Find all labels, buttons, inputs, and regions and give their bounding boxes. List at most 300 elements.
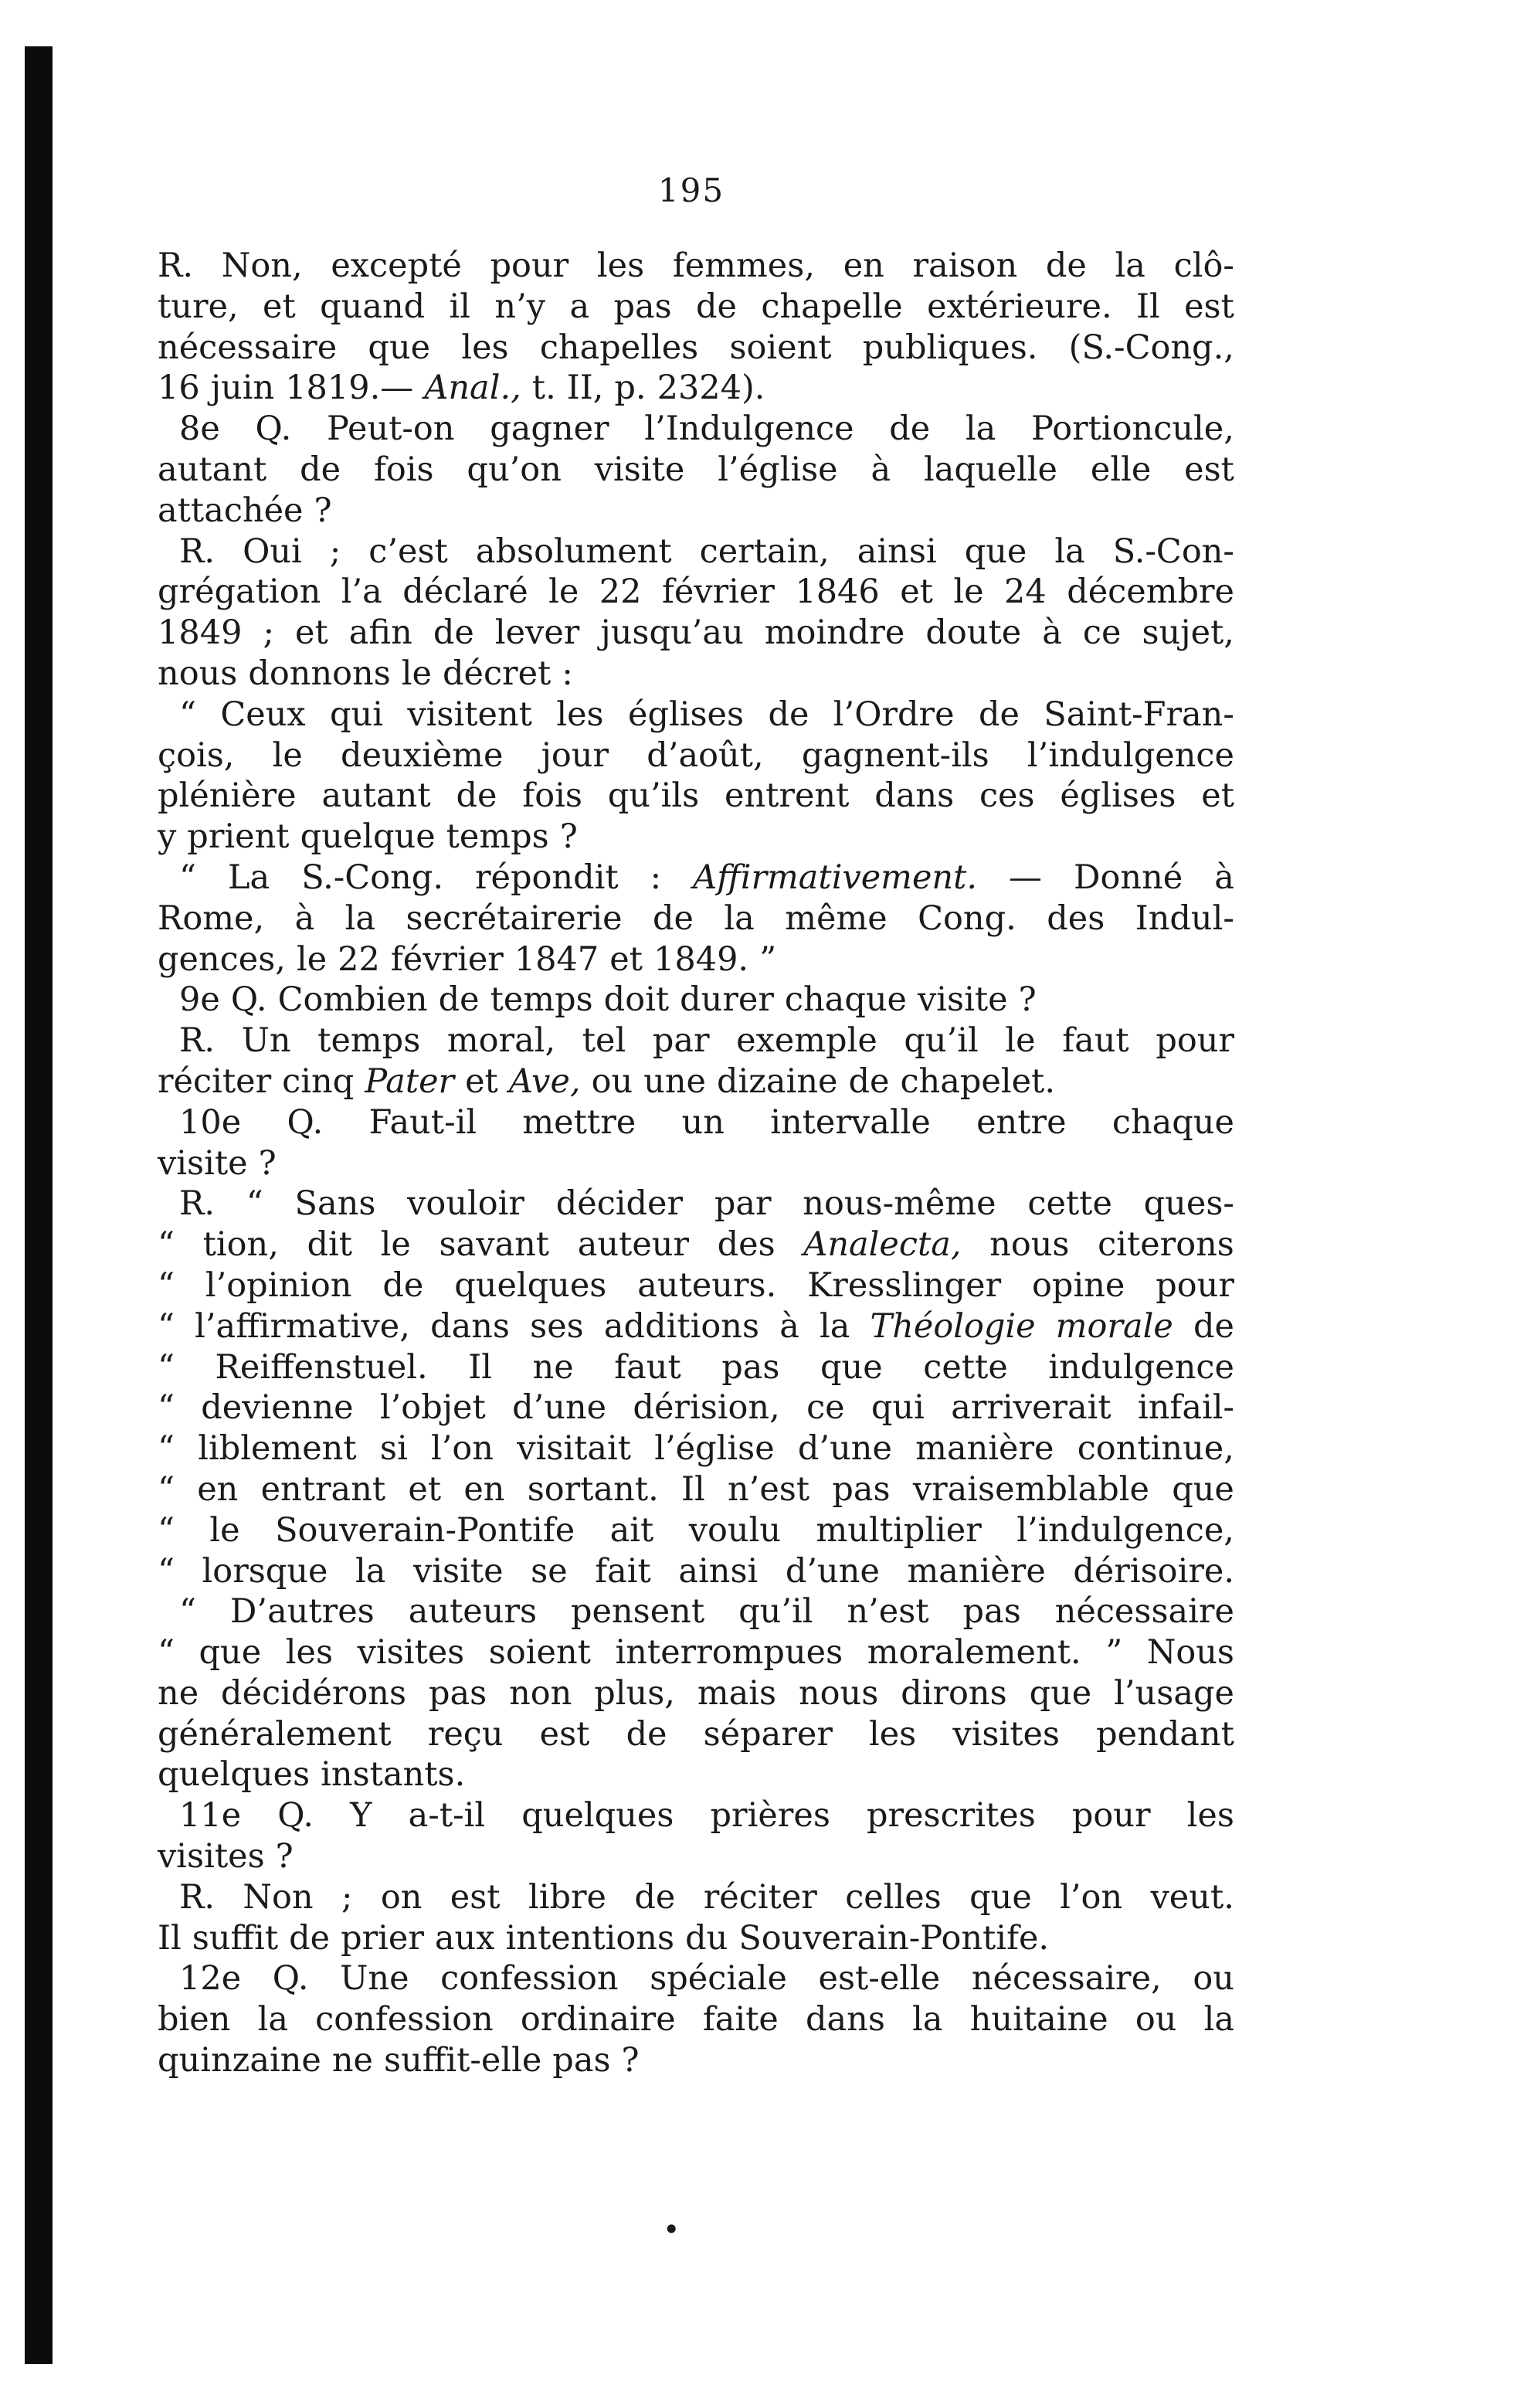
- word: lorsque: [202, 1551, 328, 1591]
- word: :: [562, 654, 573, 693]
- text-line: [158, 1347, 1234, 1388]
- scan-binding-edge: [25, 46, 53, 2364]
- word: Oui: [243, 532, 302, 571]
- word: opine: [1032, 1265, 1125, 1305]
- word: la: [1054, 532, 1085, 571]
- word: que: [969, 1877, 1032, 1917]
- word: “: [158, 1306, 175, 1346]
- word: huitaine: [969, 2000, 1108, 2039]
- word: arriverait: [951, 1388, 1111, 1428]
- word: “: [158, 1347, 175, 1387]
- word: nécessaire,: [971, 1959, 1162, 1999]
- text-line: [158, 613, 1234, 654]
- word: auteur: [577, 1225, 690, 1265]
- word: et: [900, 572, 933, 612]
- word: pas: [962, 1592, 1021, 1632]
- word: ainsi: [678, 1551, 759, 1591]
- word: de: [652, 898, 694, 938]
- word: la: [1115, 246, 1145, 285]
- word: décret: [443, 654, 551, 693]
- text-line: [158, 939, 1234, 980]
- text-line: [158, 1551, 1234, 1592]
- word: jour: [541, 735, 609, 775]
- word: que: [368, 328, 431, 367]
- text-line: [158, 695, 1234, 735]
- word: visite: [413, 1551, 504, 1591]
- word: Analecta,: [803, 1225, 962, 1265]
- word: quinzaine: [158, 2041, 321, 2080]
- page-body: [158, 246, 1234, 2081]
- word: Souverain-Pontife: [275, 1510, 575, 1550]
- word: faite: [702, 2000, 779, 2039]
- word: suffit-elle: [384, 2041, 542, 2080]
- word: ”: [759, 939, 777, 979]
- word: que: [964, 532, 1027, 571]
- word: pour: [490, 246, 569, 285]
- word: est-elle: [818, 1959, 941, 1999]
- word: églises: [1060, 776, 1176, 816]
- word: gagnent-ils: [801, 735, 989, 775]
- word: et: [609, 939, 643, 979]
- word: l’on: [430, 1429, 494, 1469]
- word: 24: [1004, 572, 1047, 612]
- word: “: [158, 1265, 175, 1305]
- text-line: [158, 735, 1234, 776]
- word: Donné: [1074, 858, 1183, 897]
- text-line: [158, 2040, 1234, 2081]
- word: 9e: [179, 980, 220, 1020]
- print-mark: •: [663, 2213, 680, 2247]
- word: la: [965, 409, 996, 449]
- word: Pater: [365, 1061, 455, 1101]
- word: visitait: [517, 1429, 632, 1469]
- text-line: [158, 328, 1234, 369]
- word: en: [843, 246, 884, 285]
- word: “: [158, 1510, 175, 1550]
- word: c’est: [368, 532, 448, 571]
- word: on: [380, 1877, 423, 1917]
- word: “: [158, 1388, 175, 1428]
- word: l’on: [1060, 1877, 1123, 1917]
- word: février: [390, 939, 504, 979]
- word: chapelle: [761, 287, 903, 326]
- word: l’opinion: [205, 1265, 352, 1305]
- word: à: [294, 898, 315, 938]
- word: 1849.: [653, 939, 749, 979]
- text-line: [158, 1877, 1234, 1918]
- text-line: [158, 1999, 1234, 2040]
- word: qui: [330, 695, 384, 734]
- word: ce: [1082, 613, 1122, 653]
- word: ;: [341, 1877, 353, 1917]
- word: ses: [530, 1306, 584, 1346]
- word: lever: [494, 613, 580, 653]
- word: pas: [428, 1673, 487, 1713]
- word: durer: [680, 980, 774, 1020]
- word: Q.: [287, 1102, 324, 1142]
- word: mais: [697, 1673, 777, 1713]
- word: fois: [373, 450, 434, 489]
- word: il: [449, 287, 471, 326]
- word: suffit: [192, 1918, 279, 1958]
- word: exemple: [736, 1021, 877, 1061]
- word: laquelle: [924, 450, 1058, 489]
- word: pas: [613, 287, 672, 326]
- word: quand: [320, 287, 426, 326]
- word: auteurs.: [637, 1265, 777, 1305]
- word: l’indulgence,: [1016, 1510, 1234, 1550]
- word: plus,: [594, 1673, 675, 1713]
- word: pas: [832, 1469, 891, 1509]
- word: Q.: [272, 1959, 309, 1999]
- word: de: [889, 409, 931, 449]
- word: prescrites: [867, 1796, 1036, 1836]
- word: moral,: [446, 1021, 556, 1061]
- word: qu’il: [904, 1021, 979, 1061]
- word: décembre: [1067, 572, 1234, 612]
- text-line: [158, 1469, 1234, 1510]
- word: visite: [918, 980, 1008, 1020]
- word: séparer: [703, 1714, 833, 1754]
- word: clô-: [1173, 246, 1234, 285]
- word: les: [461, 328, 509, 367]
- word: dans: [874, 776, 955, 816]
- word: raison: [912, 246, 1018, 285]
- word: dérisoire.: [1073, 1551, 1234, 1591]
- word: R.: [179, 1184, 216, 1224]
- word: Affirmativement.: [693, 858, 978, 897]
- word: l’a: [341, 572, 382, 612]
- word: publiques.: [862, 328, 1038, 367]
- word: Un: [241, 1021, 291, 1061]
- word: le: [209, 1510, 240, 1550]
- word: quelques: [454, 1265, 607, 1305]
- word: même: [785, 898, 887, 938]
- word: 2324).: [657, 369, 765, 408]
- word: “: [158, 1429, 175, 1469]
- word: fois: [522, 776, 582, 816]
- word: tel: [582, 1021, 626, 1061]
- word: moralement.: [867, 1633, 1081, 1673]
- word: de: [300, 450, 341, 489]
- word: cinq: [282, 1061, 355, 1101]
- word: à: [1214, 858, 1234, 897]
- word: cette: [923, 1347, 1008, 1387]
- word: plénière: [158, 776, 297, 816]
- word: a: [569, 287, 590, 326]
- word: excepté: [331, 246, 462, 285]
- word: tion,: [202, 1225, 279, 1265]
- word: moindre: [764, 613, 905, 653]
- word: ?: [621, 2041, 640, 2080]
- word: de: [289, 1918, 331, 1958]
- word: pas: [552, 2041, 611, 2080]
- text-line: [158, 1265, 1234, 1306]
- text-line: [158, 1754, 1234, 1795]
- word: ait: [609, 1510, 654, 1550]
- word: visitent: [407, 695, 532, 734]
- word: fait: [595, 1551, 651, 1591]
- text-line: [158, 1184, 1234, 1224]
- word: citerons: [1098, 1225, 1234, 1265]
- word: est: [1184, 450, 1234, 489]
- word: pour: [1156, 1265, 1234, 1305]
- text-line: [158, 1224, 1234, 1265]
- text-line: [158, 654, 1234, 695]
- word: afin: [348, 613, 412, 653]
- word: autant: [321, 776, 431, 816]
- word: temps: [490, 980, 593, 1020]
- word: juin: [210, 369, 275, 408]
- word: n’y: [494, 287, 546, 326]
- word: de: [1193, 1306, 1234, 1346]
- word: des: [1047, 898, 1105, 938]
- text-line: [158, 1795, 1234, 1836]
- word: un: [681, 1102, 725, 1142]
- word: que: [1029, 1673, 1092, 1713]
- word: est: [450, 1877, 501, 1917]
- text-line: [158, 980, 1234, 1021]
- text-line: [158, 1632, 1234, 1673]
- word: celles: [845, 1877, 942, 1917]
- word: par: [652, 1021, 710, 1061]
- word: la: [1203, 2000, 1234, 2039]
- word: qu’on: [467, 450, 562, 489]
- text-line: [158, 1102, 1234, 1143]
- word: de: [768, 695, 809, 734]
- word: ?: [275, 1837, 294, 1876]
- word: sortant.: [527, 1469, 659, 1509]
- word: l’église: [654, 1429, 775, 1469]
- word: ?: [258, 1143, 277, 1183]
- word: Q.: [255, 409, 292, 449]
- word: est: [539, 1714, 590, 1754]
- text-line: [158, 1836, 1234, 1877]
- word: “: [179, 695, 196, 734]
- text-line: [158, 1061, 1234, 1102]
- word: 12e: [179, 1959, 242, 1999]
- word: extérieure.: [927, 287, 1112, 326]
- word: quelques: [521, 1796, 674, 1836]
- word: prient: [187, 817, 290, 857]
- word: ne: [331, 2041, 374, 2080]
- word: qu’ils: [607, 776, 700, 816]
- word: soient: [729, 328, 832, 367]
- word: que: [199, 1633, 262, 1673]
- word: prier: [341, 1918, 424, 1958]
- word: à: [1042, 613, 1062, 653]
- text-line: [158, 1714, 1234, 1755]
- word: vouloir: [407, 1184, 524, 1224]
- text-line: [158, 532, 1234, 572]
- word: quelques: [158, 1755, 311, 1795]
- word: ces: [979, 776, 1035, 816]
- word: Il: [1135, 287, 1160, 326]
- word: ordinaire: [520, 2000, 676, 2039]
- word: R.: [158, 246, 194, 285]
- word: R.: [179, 532, 216, 571]
- word: deuxième: [341, 735, 504, 775]
- word: de: [626, 1714, 667, 1754]
- word: ”: [1105, 1633, 1123, 1673]
- word: nous: [158, 654, 238, 693]
- word: Théologie: [870, 1306, 1036, 1346]
- word: libre: [528, 1877, 606, 1917]
- word: n’est: [847, 1592, 929, 1632]
- word: t.: [531, 369, 556, 408]
- word: devienne: [201, 1388, 354, 1428]
- word: en: [463, 1469, 505, 1509]
- word: attachée: [158, 491, 304, 530]
- word: Nous: [1146, 1633, 1234, 1673]
- word: manière: [915, 1429, 1054, 1469]
- word: gagner: [490, 409, 609, 449]
- word: :: [650, 858, 662, 897]
- word: prières: [710, 1796, 830, 1836]
- word: et: [408, 1469, 442, 1509]
- word: intentions: [505, 1918, 675, 1958]
- word: dérision,: [633, 1388, 780, 1428]
- text-line: [158, 1306, 1234, 1347]
- word: l’objet: [379, 1388, 486, 1428]
- word: (S.-Cong.,: [1068, 328, 1234, 367]
- word: répondit: [475, 858, 619, 897]
- word: infail-: [1137, 1388, 1234, 1428]
- word: temps: [446, 817, 549, 857]
- word: par: [714, 1184, 772, 1224]
- word: absolument: [475, 532, 672, 571]
- word: réciter: [158, 1061, 272, 1101]
- word: 8e: [179, 409, 220, 449]
- word: 22: [338, 939, 380, 979]
- word: n’est: [727, 1469, 810, 1509]
- word: Il: [681, 1469, 705, 1509]
- word: 16: [158, 369, 200, 408]
- word: ne: [158, 1673, 199, 1713]
- word: l’usage: [1114, 1673, 1234, 1713]
- word: chaque: [1111, 1102, 1234, 1142]
- word: d’une: [785, 1551, 880, 1591]
- word: vraisemblable: [912, 1469, 1149, 1509]
- word: les: [868, 1714, 917, 1754]
- word: et: [1201, 776, 1234, 816]
- word: généralement: [158, 1714, 392, 1754]
- word: doute: [925, 613, 1022, 653]
- word: l’affirmative,: [195, 1306, 410, 1346]
- word: D’autres: [229, 1592, 375, 1632]
- word: Rome,: [158, 898, 265, 938]
- word: 1849: [158, 613, 243, 653]
- word: de: [433, 613, 474, 653]
- word: dans: [806, 2000, 885, 2039]
- word: manière: [907, 1551, 1046, 1591]
- text-line: [158, 409, 1234, 450]
- word: visite: [594, 450, 685, 489]
- word: les: [1186, 1796, 1234, 1836]
- word: çois,: [158, 735, 235, 775]
- word: la: [257, 2000, 288, 2039]
- word: ;: [329, 532, 341, 571]
- word: 22: [599, 572, 642, 612]
- word: le: [548, 572, 579, 612]
- word: se: [531, 1551, 568, 1591]
- word: continue,: [1077, 1429, 1234, 1469]
- word: en: [197, 1469, 239, 1509]
- word: Saint-Fran-: [1044, 695, 1234, 734]
- word: “: [158, 1469, 175, 1509]
- word: visites: [357, 1633, 465, 1673]
- word: pensent: [571, 1592, 705, 1632]
- word: églises: [628, 695, 745, 734]
- word: à: [779, 1306, 799, 1346]
- word: savant: [439, 1225, 550, 1265]
- word: p.: [614, 369, 647, 408]
- word: et: [263, 287, 296, 326]
- word: doit: [603, 980, 670, 1020]
- word: additions: [603, 1306, 760, 1346]
- word: spéciale: [650, 1959, 787, 1999]
- word: chapelles: [539, 328, 699, 367]
- word: ?: [1018, 980, 1037, 1020]
- word: dans: [430, 1306, 510, 1346]
- word: dit: [307, 1225, 353, 1265]
- word: la: [912, 2000, 943, 2039]
- word: temps: [317, 1021, 421, 1061]
- word: intervalle: [770, 1102, 931, 1142]
- word: si: [379, 1429, 408, 1469]
- word: pour: [1071, 1796, 1151, 1836]
- word: ou: [591, 1061, 633, 1101]
- word: de: [1045, 246, 1087, 285]
- word: Il: [158, 1918, 182, 1958]
- word: décidérons: [221, 1673, 407, 1713]
- word: Portioncule,: [1031, 409, 1234, 449]
- word: chapelet.: [900, 1061, 1055, 1101]
- word: Peut-on: [326, 409, 455, 449]
- word: de: [382, 1265, 424, 1305]
- word: déclaré: [402, 572, 528, 612]
- word: dizaine: [717, 1061, 838, 1101]
- text-line: [158, 1143, 1234, 1184]
- word: ainsi: [857, 532, 937, 571]
- word: secrétairerie: [406, 898, 623, 938]
- word: le: [401, 654, 432, 693]
- word: auteurs: [408, 1592, 538, 1632]
- word: multiplier: [816, 1510, 982, 1550]
- word: 1846: [795, 572, 880, 612]
- text-line: [158, 1673, 1234, 1714]
- word: une: [643, 1061, 706, 1101]
- word: chaque: [784, 980, 907, 1020]
- word: Indul-: [1135, 898, 1234, 938]
- word: veut.: [1150, 1877, 1234, 1917]
- word: les: [556, 695, 604, 734]
- text-line: [158, 368, 1234, 409]
- word: février: [661, 572, 775, 612]
- text-line: [158, 817, 1234, 858]
- word: liblement: [198, 1429, 357, 1469]
- word: interrompues: [615, 1633, 843, 1673]
- word: nous-même: [803, 1184, 996, 1224]
- text-line: [158, 246, 1234, 287]
- word: des: [717, 1225, 775, 1265]
- word: ?: [559, 817, 578, 857]
- word: de: [456, 776, 497, 816]
- word: le: [953, 572, 984, 612]
- word: ques-: [1143, 1184, 1234, 1224]
- word: II,: [566, 369, 604, 408]
- text-line: [158, 450, 1234, 491]
